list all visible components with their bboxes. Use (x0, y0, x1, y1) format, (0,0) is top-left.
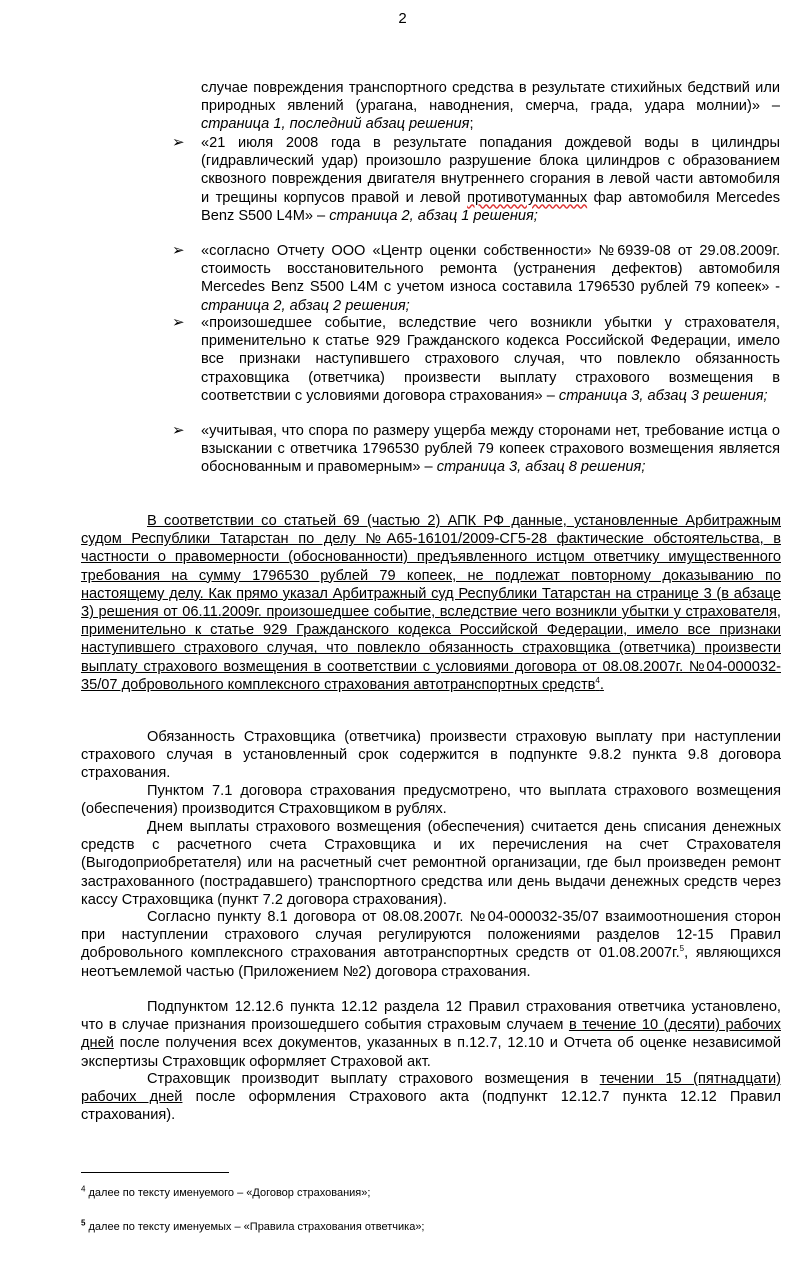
paragraph: Страховщик производит выплату страхового возмещения в течении 15 (пятнадцати) рабочих дней после оформления Страхового акта (подпункт 12.12.7 пункта 12.12 Правил страхования). (81, 1071, 782, 1124)
paragraph: Днем выплаты страхового возмещения (обеспечения) считается день списания денежных средств с расчетного счета Страховщика и их перечисления на счет Страхователя (Выгодоприобретателя) или на расчетный счет ремонтной организации, где был произведен ремонт застрахованного (пострадавшего) транспортного средства или день выдачи денежных средств через кассу Страховщика (пункт 7.2 договора страхования). (81, 819, 781, 908)
page-number: 2 (398, 10, 407, 27)
paragraph: Согласно пункту 8.1 договора от 08.08.2007г. №04-000032-35/07 взаимоотношения сторон при наступлении страхового случая регулируются положениями разделов 12-15 Правил добровольного комплексного страхования автотранспортных средств от 01.08.2007г.$^5$, являющихся неотъемлемой частью (Приложением №2) договора страхования. (81, 909, 781, 980)
list-item: случае повреждения транспортного средства в результате стихийных бедствий или природных явлений (урагана, наводнения, смерча, града, удара молнии)» – страница 1, последний абзац решения; (201, 80, 780, 133)
list-item: «согласно Отчету ООО «Центр оценки собственности» №6939-08 от 29.08.2009г. стоимость восстановительного ремонта (устранения дефектов) автомобиля Mercedes Benz S500 L4M с учетом износа составила 1796530 рублей 79 копеек» - страница 2, абзац 2 решения; (201, 243, 780, 314)
bullet-arrow-icon: ➢ (172, 422, 185, 439)
bullet-arrow-icon: ➢ (172, 242, 185, 259)
paragraph: Подпунктом 12.12.6 пункта 12.12 раздела 12 Правил страхования ответчика установлено, что в случае признания произошедшего события страховым случаем в течение 10 (десяти) рабочих дней после получения всех документов, указанных в п.12.7, 12.10 и Отчета об оценке независимой экспертизы Страховщик оформляет Страховой акт. (81, 999, 781, 1070)
paragraph: Пунктом 7.1 договора страхования предусмотрено, что выплата страхового возмещения (обеспечения) производится Страховщиком в рублях. (81, 783, 781, 818)
bullet-arrow-icon: ➢ (172, 314, 185, 331)
footnote: $^5$ далее по тексту именуемых – «Правила страхования ответчика»; (81, 1218, 425, 1233)
footnote-separator (81, 1172, 229, 1173)
bullet-arrow-icon: ➢ (172, 134, 185, 151)
list-item: «произошедшее событие, вследствие чего возникли убытки у страхователя, применительно к статье 929 Гражданского кодекса Российской Федерации, имело все признаки наступившего страхового случая, что повлекло обязанность страховщика (ответчика) произвести выплату страхового возмещения в соответствии с условиями договора страхования» – страница 3, абзац 3 решения; (201, 315, 780, 404)
underlined-paragraph: В соответствии со статьей 69 (частью 2) АПК РФ данные, установленные Арбитражным судом Республики Татарстан по делу №А65-16101/2009-СГ5-28 фактические обстоятельства, в частности о правомерности (обоснованности) предъявленного истцом ответчику имущественного требования на сумму 1796530 рублей 79 копеек, не подлежат повторному доказыванию по настоящему делу. Как прямо указал Арбитражный суд Республики Татарстан на странице 3 (в абзаце 3) решения от 06.11.2009г. произошедшее событие, вследствие чего возникли убытки у страхователя, применительно к статье 929 Гражданского кодекса Российской Федерации, имело все признаки наступившего страхового случая, что повлекло обязанность страховщика (ответчика) произвести выплату страхового возмещения в соответствии с условиями договора от 08.08.2007г. №04-000032-35/07 добровольного комплексного страхования автотранспортных средств$^4$. (81, 513, 781, 693)
list-item: «21 июля 2008 года в результате попадания дождевой воды в цилиндры (гидравлический удар) произошло разрушение блока цилиндров с образованием сквозного повреждения двигателя внутреннего сгорания в левой части автомобиля и трещины корпусов правой и левой противотуманных фар автомобиля Mercedes Benz S500 L4M» – страница 2, абзац 1 решения; (201, 135, 780, 224)
paragraph: Обязанность Страховщика (ответчика) произвести страховую выплату при наступлении страхового случая в установленный срок содержится в подпункте 9.8.2 пункта 9.8 договора страхования. (81, 729, 781, 782)
list-item: «учитывая, что спора по размеру ущерба между сторонами нет, требование истца о взыскании с ответчика 1796530 рублей 79 копеек страхового возмещения является обоснованным и правомерным» – страница 3, абзац 8 решения; (201, 423, 780, 476)
footnote: $^4$ далее по тексту именуемого – «Договор страхования»; (81, 1184, 371, 1199)
